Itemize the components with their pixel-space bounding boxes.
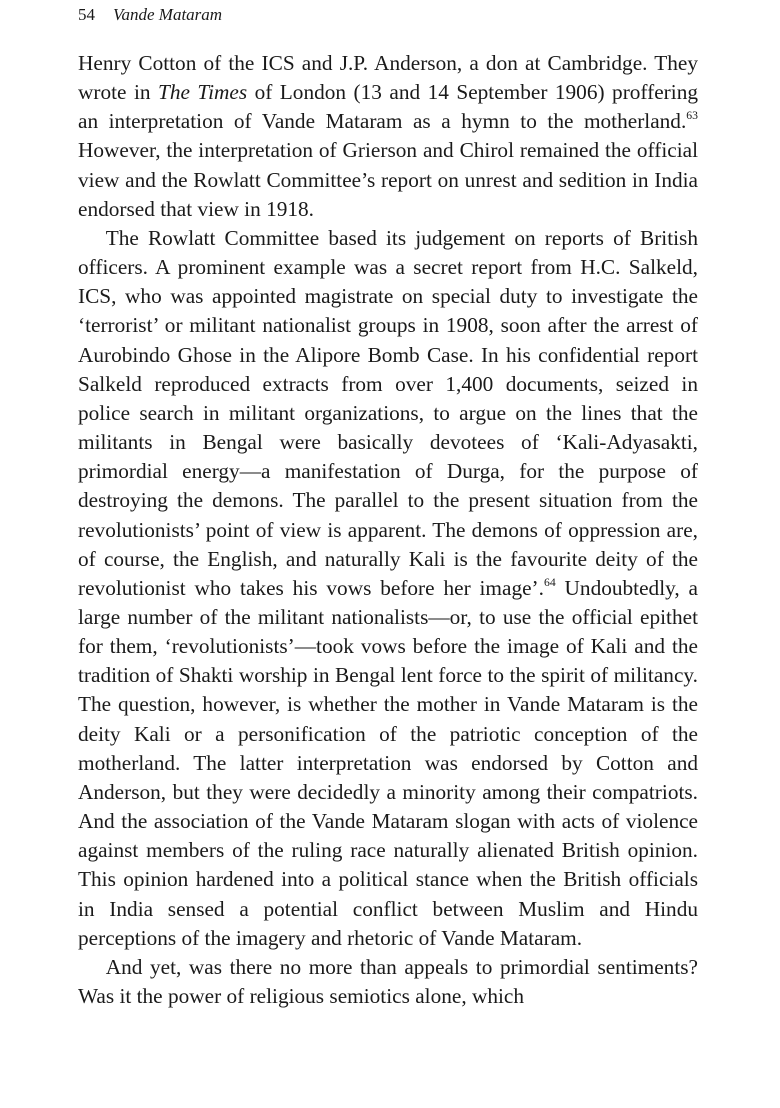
text-run: And yet, was there no more than appeals to primordial sentiments? Was it the power of religious semiotics alone, which: [78, 954, 698, 1008]
footnote-marker-64: 64: [543, 576, 556, 590]
text-run: The Rowlatt Committee based its judgement on reports of British officers. A prominent example was a secret report from H.C. Salkeld, ICS, who was appointed magistrate on special duty to investigate the ‘terrorist’ or militant nationalist groups in 1908, soon after the arrest of Aurobindo Ghose in the Alipore Bomb Case. In his confidential report Salkeld reproduced extracts from over 1,400 documents, seized in police search in militant organizations, to argue on the lines that the militants in Bengal were basically devotees of ‘Kali-Adyasakti, primordial energy—a manifestation of Durga, for the purpose of destroying the demons. The parallel to the present situation from the revolutionists’ point of view is apparent. The demons of oppression are, of course, the English, and naturally Kali is the favourite deity of the revolutionist who takes his vows before her image’.: [78, 225, 698, 600]
running-head: [78, 4, 222, 26]
text-run: Henry Cotton of the ICS and J.P. Anderson, a don at Cambridge. They wrote in: [78, 51, 698, 105]
paragraph-1: [78, 49, 698, 224]
running-head-title: Vande Mataram: [113, 5, 223, 24]
page-number: 54: [78, 5, 95, 24]
footnote-marker-63: 63: [686, 109, 698, 123]
text-run: Undoubtedly, a large number of the militant nationalists—or, to use the official epithet for them, ‘revolutionists’—took vows before the image of Kali and the tradition of Shakti worship in Bengal lent force to the spirit of militancy. The question, however, is whether the mother in Vande Mataram is the deity Kali or a personification of the patriotic conception of the motherland. The latter interpretation was endorsed by Cotton and Anderson, but they were decidedly a minority among their compatriots. And the association of the Vande Mataram slogan with acts of violence against members of the ruling race naturally alienated British opinion. This opinion hardened into a political stance when the British officials in India sensed a potential conflict between Muslim and Hindu perceptions of the imagery and rhetoric of Vande Mataram.: [78, 575, 699, 950]
paragraph-3: [78, 953, 698, 1011]
text-run: However, the interpretation of Grierson and Chirol remained the official view and the Rowlatt Committee’s report on unrest and sedition in India endorsed that view in 1918.: [78, 138, 698, 221]
paragraph-2: [78, 224, 698, 953]
newspaper-title: The Times: [158, 80, 248, 105]
body-text: [78, 49, 698, 1011]
text-run: of London (13 and 14 September 1906) proffering an interpretation of Vande Mataram as a hymn to the motherland.: [78, 80, 698, 134]
